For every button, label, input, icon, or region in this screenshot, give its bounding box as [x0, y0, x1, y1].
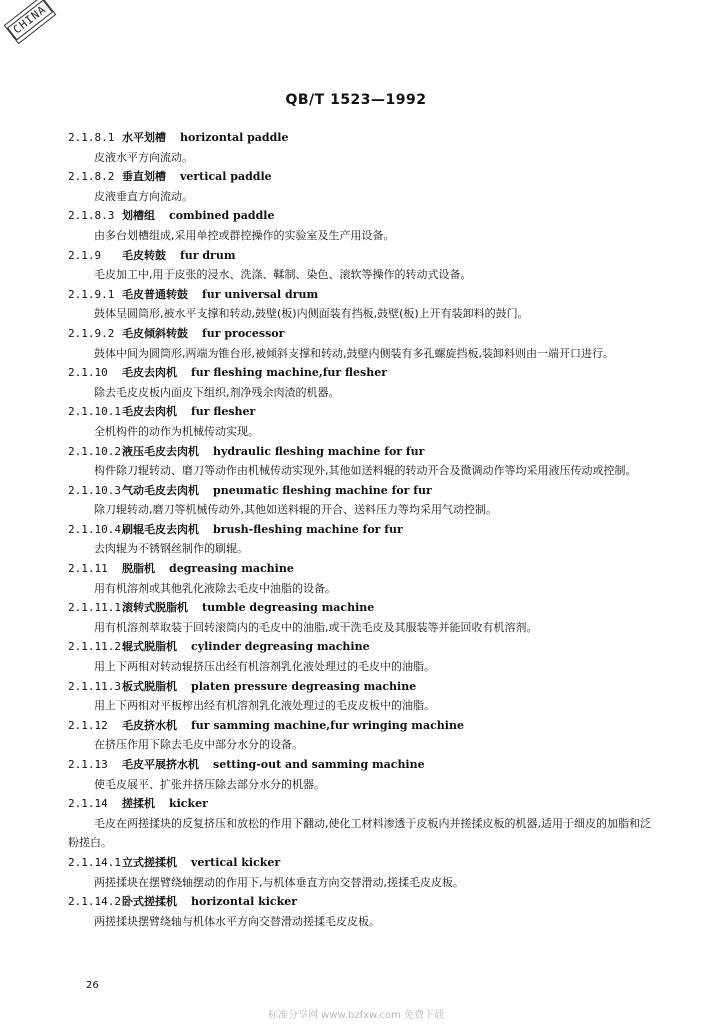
term-english: setting-out and samming machine: [213, 758, 425, 771]
clause-number: 2.1.12: [68, 718, 108, 732]
term-line: [68, 853, 658, 873]
term-chinese: 板式脱脂机: [122, 679, 177, 693]
term-chinese: 液压毛皮去肉机: [122, 444, 199, 458]
term-chinese: 毛皮去肉机: [122, 405, 177, 419]
clause-number: 2.1.10.2: [68, 444, 121, 458]
term-chinese: 毛皮去肉机: [122, 366, 177, 380]
clause-number: 2.1.9: [68, 248, 102, 262]
term-line: [68, 716, 658, 736]
term-entry: [68, 598, 658, 637]
term-line: [68, 794, 658, 814]
term-line: [68, 128, 658, 148]
stamp-text: CHINA: [7, 0, 53, 41]
term-definition: 用上下两相对平板榨出经有机溶剂乳化液处理过的毛皮皮板中的油脂。: [94, 699, 435, 713]
term-chinese: 毛皮挤水机: [122, 718, 177, 732]
term-english: pneumatic fleshing machine for fur: [213, 483, 432, 497]
clause-number: 2.1.8.3: [68, 209, 115, 223]
page-number: 26: [86, 980, 99, 991]
term-chinese: 刷辊毛皮去肉机: [122, 522, 199, 536]
clause-number: 2.1.9.2: [68, 326, 115, 340]
term-english: horizontal kicker: [191, 895, 298, 909]
footer-watermark: 标准分享网 www.bzfxw.com 免费下载: [268, 1010, 444, 1021]
term-entry: [68, 128, 658, 167]
term-chinese: 辊式脱脂机: [122, 640, 177, 654]
term-english: fur flesher: [191, 405, 256, 419]
term-entry: [68, 363, 658, 402]
term-english: fur processor: [202, 326, 285, 340]
term-definition: 两搓揉块摆臂绕轴与机体水平方向交替滑动搓揉毛皮皮板。: [94, 914, 380, 928]
term-chinese: 卧式搓揉机: [122, 895, 177, 909]
term-entry: [68, 402, 658, 441]
term-definition: 鼓体中间为圆筒形,两端为锥台形,被倾斜支撑和转动,鼓壁内侧装有多孔螺旋挡板,装卸料则由一端开口进行。: [94, 346, 614, 360]
term-line: [68, 285, 658, 305]
term-english: combined paddle: [169, 209, 275, 223]
term-english: platen pressure degreasing machine: [191, 679, 417, 693]
clause-number: 2.1.14.2: [68, 895, 121, 909]
clause-number: 2.1.8.1: [68, 131, 115, 144]
term-line: [68, 520, 658, 540]
standard-number-header: QB/T 1523—1992: [285, 92, 427, 108]
china-stamp: [4, 0, 57, 44]
term-entry: [68, 892, 658, 931]
term-definition: 皮液垂直方向流动。: [94, 189, 193, 203]
term-english: fur fleshing machine,fur flesher: [191, 366, 388, 380]
document-body: [68, 128, 658, 931]
term-english: fur universal drum: [202, 287, 319, 301]
term-line: [68, 598, 658, 618]
term-chinese: 垂直划槽: [122, 170, 166, 184]
clause-number: 2.1.11.3: [68, 679, 121, 693]
term-entry: [68, 206, 658, 245]
term-line: [68, 559, 658, 579]
term-english: vertical paddle: [180, 170, 272, 184]
clause-number: 2.1.10.3: [68, 483, 121, 497]
term-entry: [68, 559, 658, 598]
clause-number: 2.1.8.2: [68, 170, 115, 184]
term-definition: 毛皮在两搓揉块的反复挤压和放松的作用下翻动,使化工材料渗透于皮板内并搓揉皮板的机器,适用于细皮的加脂和泛粉搓白。: [68, 816, 651, 850]
term-line: [68, 324, 658, 344]
term-definition: 毛皮加工中,用于皮张的浸水、洗涤、鞣制、染色、滚软等操作的转动式设备。: [94, 268, 472, 282]
clause-number: 2.1.11.1: [68, 601, 121, 615]
term-english: hydraulic fleshing machine for fur: [213, 444, 425, 458]
term-english: vertical kicker: [191, 855, 281, 869]
term-line: [68, 402, 658, 422]
term-definition: 除刀辊转动,磨刀等机械传动外,其他如送料辊的开合、送料压力等均采用气动控制。: [94, 503, 497, 517]
term-definition: 除去毛皮皮板内面皮下组织,剂净残余肉渣的机器。: [94, 385, 340, 399]
clause-number: 2.1.11.2: [68, 640, 121, 654]
term-entry: [68, 677, 658, 716]
term-line: [68, 206, 658, 226]
term-entry: [68, 285, 658, 324]
term-definition: 皮液水平方向流动。: [94, 150, 193, 164]
clause-number: 2.1.14.1: [68, 855, 121, 869]
term-line: [68, 892, 658, 912]
clause-number: 2.1.13: [68, 758, 108, 771]
term-definition: 用有机溶剂或其他乳化液除去毛皮中油脂的设备。: [94, 581, 336, 595]
clause-number: 2.1.14: [68, 797, 108, 811]
term-entry: [68, 481, 658, 520]
term-english: horizontal paddle: [180, 131, 289, 144]
term-entry: [68, 442, 658, 481]
term-line: [68, 637, 658, 657]
term-chinese: 立式搓揉机: [122, 855, 177, 869]
term-definition: 全机构件的动作为机械传动实现。: [94, 424, 259, 438]
clause-number: 2.1.9.1: [68, 287, 115, 301]
term-chinese: 毛皮平展挤水机: [122, 758, 199, 771]
term-chinese: 毛皮转鼓: [122, 248, 166, 262]
term-definition: 由多台划槽组成,采用单控或群控操作的实验室及生产用设备。: [94, 228, 395, 242]
term-entry: [68, 246, 658, 285]
term-definition: 使毛皮展平、扩张并挤压除去部分水分的机器。: [94, 777, 325, 791]
term-definition: 鼓体呈圆筒形,被水平支撑和转动,鼓壁(板)内侧面装有挡板,鼓壁(板)上开有装卸料的鼓门。: [94, 307, 529, 321]
term-entry: [68, 324, 658, 363]
clause-number: 2.1.10.1: [68, 405, 121, 419]
term-entry: [68, 520, 658, 559]
term-entry: [68, 716, 658, 755]
term-entry: [68, 637, 658, 676]
term-english: cylinder degreasing machine: [191, 640, 370, 654]
term-chinese: 划槽组: [122, 209, 155, 223]
clause-number: 2.1.10: [68, 366, 108, 380]
term-line: [68, 677, 658, 697]
clause-number: 2.1.10.4: [68, 522, 121, 536]
term-english: brush-fleshing machine for fur: [213, 522, 403, 536]
term-english: fur drum: [180, 248, 236, 262]
term-line: [68, 167, 658, 187]
term-entry: [68, 167, 658, 206]
clause-number: 2.1.11: [68, 562, 108, 576]
term-english: tumble degreasing machine: [202, 601, 375, 615]
term-entry: [68, 794, 658, 853]
term-chinese: 滚转式脱脂机: [122, 601, 188, 615]
term-entry: [68, 755, 658, 794]
term-definition: 用有机溶剂萃取装于回转滚筒内的毛皮中的油脂,或干洗毛皮及其服装等并能回收有机溶剂。: [94, 620, 538, 634]
term-definition: 在挤压作用下除去毛皮中部分水分的设备。: [94, 738, 303, 752]
term-chinese: 水平划槽: [122, 131, 166, 144]
term-line: [68, 246, 658, 266]
term-english: fur samming machine,fur wringing machine: [191, 718, 464, 732]
term-chinese: 毛皮普通转鼓: [122, 287, 188, 301]
term-chinese: 搓揉机: [122, 797, 155, 811]
term-line: [68, 363, 658, 383]
term-chinese: 毛皮倾斜转鼓: [122, 326, 188, 340]
term-definition: 两搓揉块在摆臂绕轴摆动的作用下,与机体垂直方向交替滑动,搓揉毛皮皮板。: [94, 875, 464, 889]
term-line: [68, 755, 658, 775]
term-definition: 用上下两相对转动辊挤压出经有机溶剂乳化液处理过的毛皮中的油脂。: [94, 660, 435, 674]
term-chinese: 气动毛皮去肉机: [122, 483, 199, 497]
term-chinese: 脱脂机: [122, 562, 155, 576]
term-definition: 去肉辊为不锈钢丝制作的刷辊。: [94, 542, 248, 556]
term-entry: [68, 853, 658, 892]
term-line: [68, 442, 658, 462]
term-english: degreasing machine: [169, 562, 294, 576]
term-english: kicker: [169, 797, 208, 811]
term-definition: 构件除刀辊转动、磨刀等动作由机械传动实现外,其他如送料辊的转动开合及微调动作等均采用液压传动或控制。: [94, 464, 637, 478]
term-line: [68, 481, 658, 501]
